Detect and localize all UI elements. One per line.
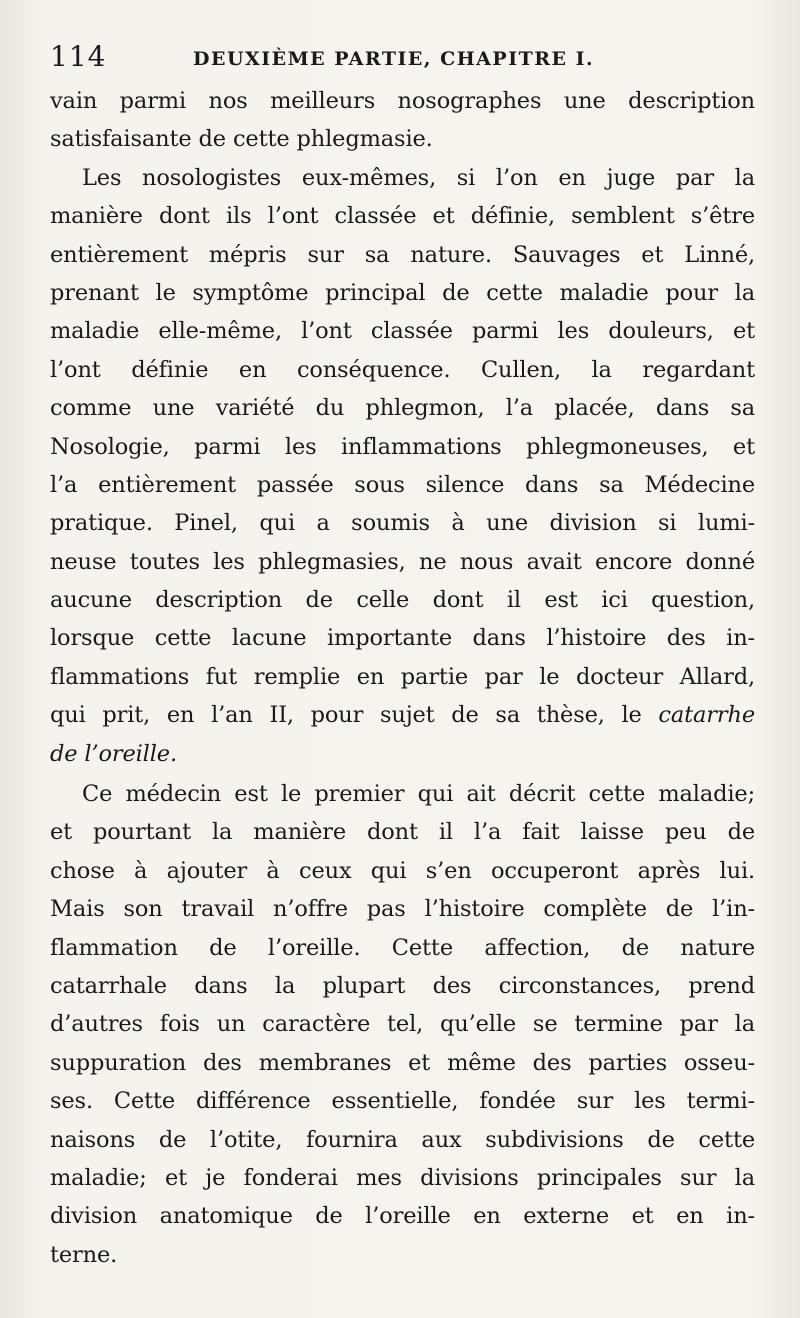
paragraph-3 xyxy=(50,775,755,1274)
text-line: flammation de l’oreille. Cette affection, de nature xyxy=(50,934,755,961)
text-line: Mais son travail n’offre pas l’histoire complète de l’in- xyxy=(50,896,755,923)
italic-term: catarrhe xyxy=(658,702,755,729)
text-line: satisfaisante de cette phlegmasie. xyxy=(50,126,433,153)
text-line: vain parmi nos meilleurs nosographes une description xyxy=(50,88,755,114)
text-line: pratique. Pinel, qui a soumis à une division si lumi- xyxy=(50,510,755,537)
text-line: prenant le symptôme principal de cette maladie pour la xyxy=(50,279,755,306)
text-line: Les nosologistes eux-mêmes, si l’on en juge par la xyxy=(82,164,755,191)
text-line: chose à ajouter à ceux qui s’en occuperont après lui. xyxy=(50,857,755,884)
text-line: aucune description de celle dont il est ici question, xyxy=(50,587,755,614)
text-line: l’a entièrement passée sous silence dans sa Médecine xyxy=(50,471,755,498)
text-line: Ce médecin est le premier qui ait décrit cette maladie; xyxy=(82,781,755,808)
paragraph-2 xyxy=(50,159,755,773)
text-line: l’ont définie en conséquence. Cullen, la regardant xyxy=(50,356,755,383)
text-line: et pourtant la manière dont il l’a fait laisse peu de xyxy=(50,819,755,846)
page-header xyxy=(50,40,750,80)
text-line: d’autres fois un caractère tel, qu’elle se termine par la xyxy=(50,1011,755,1038)
text-line: flammations fut remplie en partie par le docteur Allard, xyxy=(50,663,755,690)
paragraph-1 xyxy=(50,82,755,159)
text-line: maladie elle-même, l’ont classée parmi les douleurs, et xyxy=(50,318,755,345)
text-line: manière dont ils l’ont classée et définie, semblent s’être xyxy=(50,203,755,230)
text-segment: qui prit, en l’an II, pour sujet de sa thèse, le xyxy=(50,702,659,729)
text-line: entièrement mépris sur sa nature. Sauvages et Linné, xyxy=(50,241,755,268)
text-line: maladie; et je fonderai mes divisions principales sur la xyxy=(50,1164,755,1191)
italic-line: de l’oreille. xyxy=(50,740,177,767)
page-number: 114 xyxy=(50,40,107,73)
text-line: catarrhale dans la plupart des circonstances, prend xyxy=(50,972,755,999)
text-line: naisons de l’otite, fournira aux subdivisions de cette xyxy=(50,1126,755,1153)
text-line: comme une variété du phlegmon, l’a placée, dans sa xyxy=(50,395,755,422)
text-line: lorsque cette lacune importante dans l’histoire des in- xyxy=(50,625,755,652)
text-line: terne. xyxy=(50,1241,118,1268)
text-line: neuse toutes les phlegmasies, ne nous avait encore donné xyxy=(50,548,755,575)
text-line: suppuration des membranes et même des parties osseu- xyxy=(50,1049,755,1076)
text-line: division anatomique de l’oreille en externe et en in- xyxy=(50,1203,755,1230)
text-line-with-italic xyxy=(50,696,755,734)
body-text xyxy=(50,82,755,1274)
text-line: Nosologie, parmi les inflammations phlegmoneuses, et xyxy=(50,433,755,460)
running-head: DEUXIÈME PARTIE, CHAPITRE I. xyxy=(193,48,595,70)
text-line: ses. Cette différence essentielle, fondée sur les termi- xyxy=(50,1088,755,1115)
